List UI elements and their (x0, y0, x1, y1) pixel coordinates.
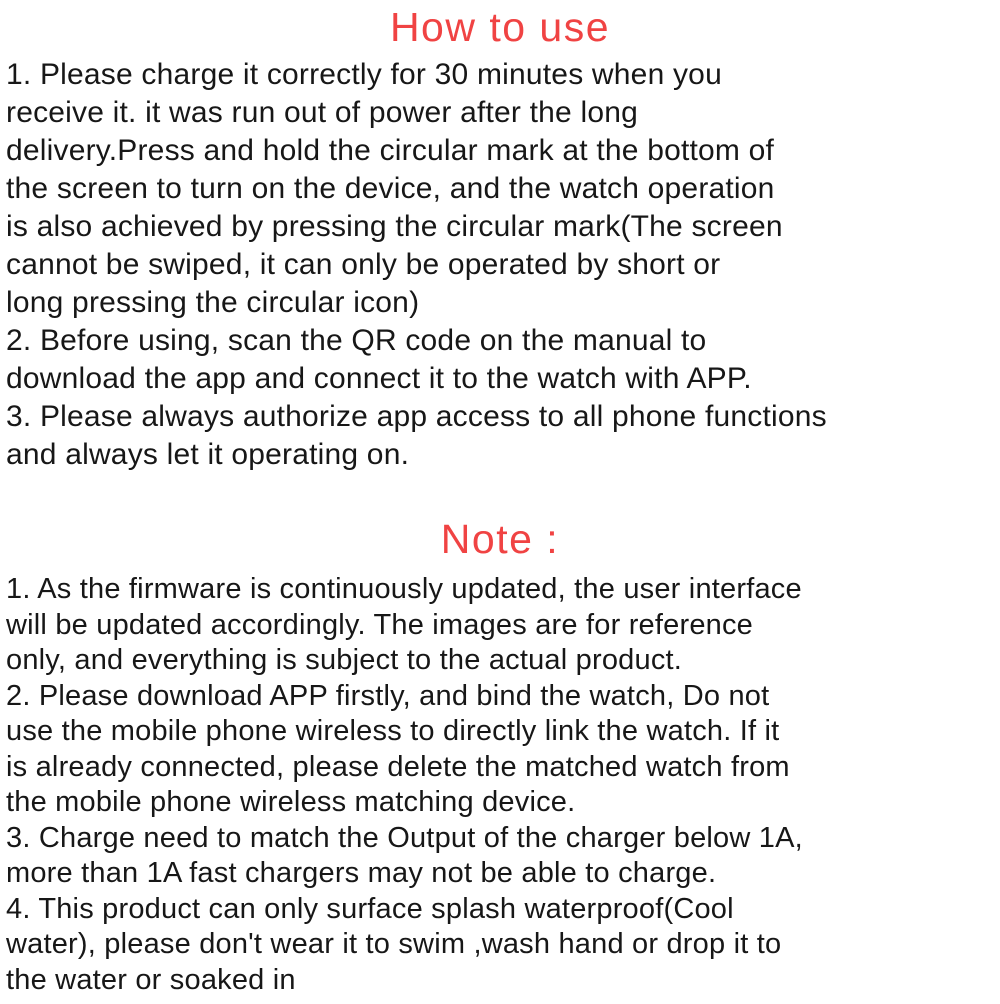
instruction-line: 2. Before using, scan the QR code on the manual to (6, 324, 707, 357)
note-line: use the mobile phone wireless to directly link the watch. If it (6, 715, 780, 747)
note-section (0, 572, 1000, 998)
instruction-document (0, 4, 1000, 1004)
note-line: the water or soaked in (6, 963, 296, 996)
instruction-line: long pressing the circular icon) (6, 286, 420, 319)
instruction-line: cannot be swiped, it can only be operated by short or (6, 248, 721, 281)
note-line: the mobile phone wireless matching device. (6, 786, 576, 818)
note-line: water), please don't wear it to swim ,wash hand or drop it to (6, 928, 782, 960)
section-heading-how-to-use: How to use (389, 4, 611, 50)
note-line: 4. This product can only surface splash waterproof(Cool (6, 892, 734, 925)
instruction-line: and always let it operating on. (6, 438, 410, 471)
note-line: 3. Charge need to match the Output of the charger below 1A, (6, 821, 803, 854)
note-line: more than 1A fast chargers may not be able to charge. (6, 857, 717, 889)
instruction-line: delivery.Press and hold the circular mark at the bottom of (6, 134, 775, 167)
instruction-line: is also achieved by pressing the circular mark(The screen (6, 210, 783, 243)
note-line: is already connected, please delete the matched watch from (6, 750, 790, 783)
note-line: only, and everything is subject to the actual product. (6, 644, 683, 676)
instruction-line: receive it. it was run out of power after the long (6, 96, 638, 129)
note-line: 1. As the firmware is continuously updated, the user interface (6, 573, 802, 605)
section-heading-note: Note : (440, 516, 560, 562)
note-line: will be updated accordingly. The images are for reference (6, 608, 754, 641)
instruction-line: download the app and connect it to the watch with APP. (6, 362, 752, 395)
how-to-use-section (0, 56, 1000, 474)
note-line: 2. Please download APP firstly, and bind the watch, Do not (6, 679, 770, 712)
instruction-line: 3. Please always authorize app access to all phone functions (6, 400, 827, 433)
instruction-line: 1. Please charge it correctly for 30 minutes when you (6, 58, 722, 91)
instruction-line: the screen to turn on the device, and the watch operation (6, 172, 775, 205)
